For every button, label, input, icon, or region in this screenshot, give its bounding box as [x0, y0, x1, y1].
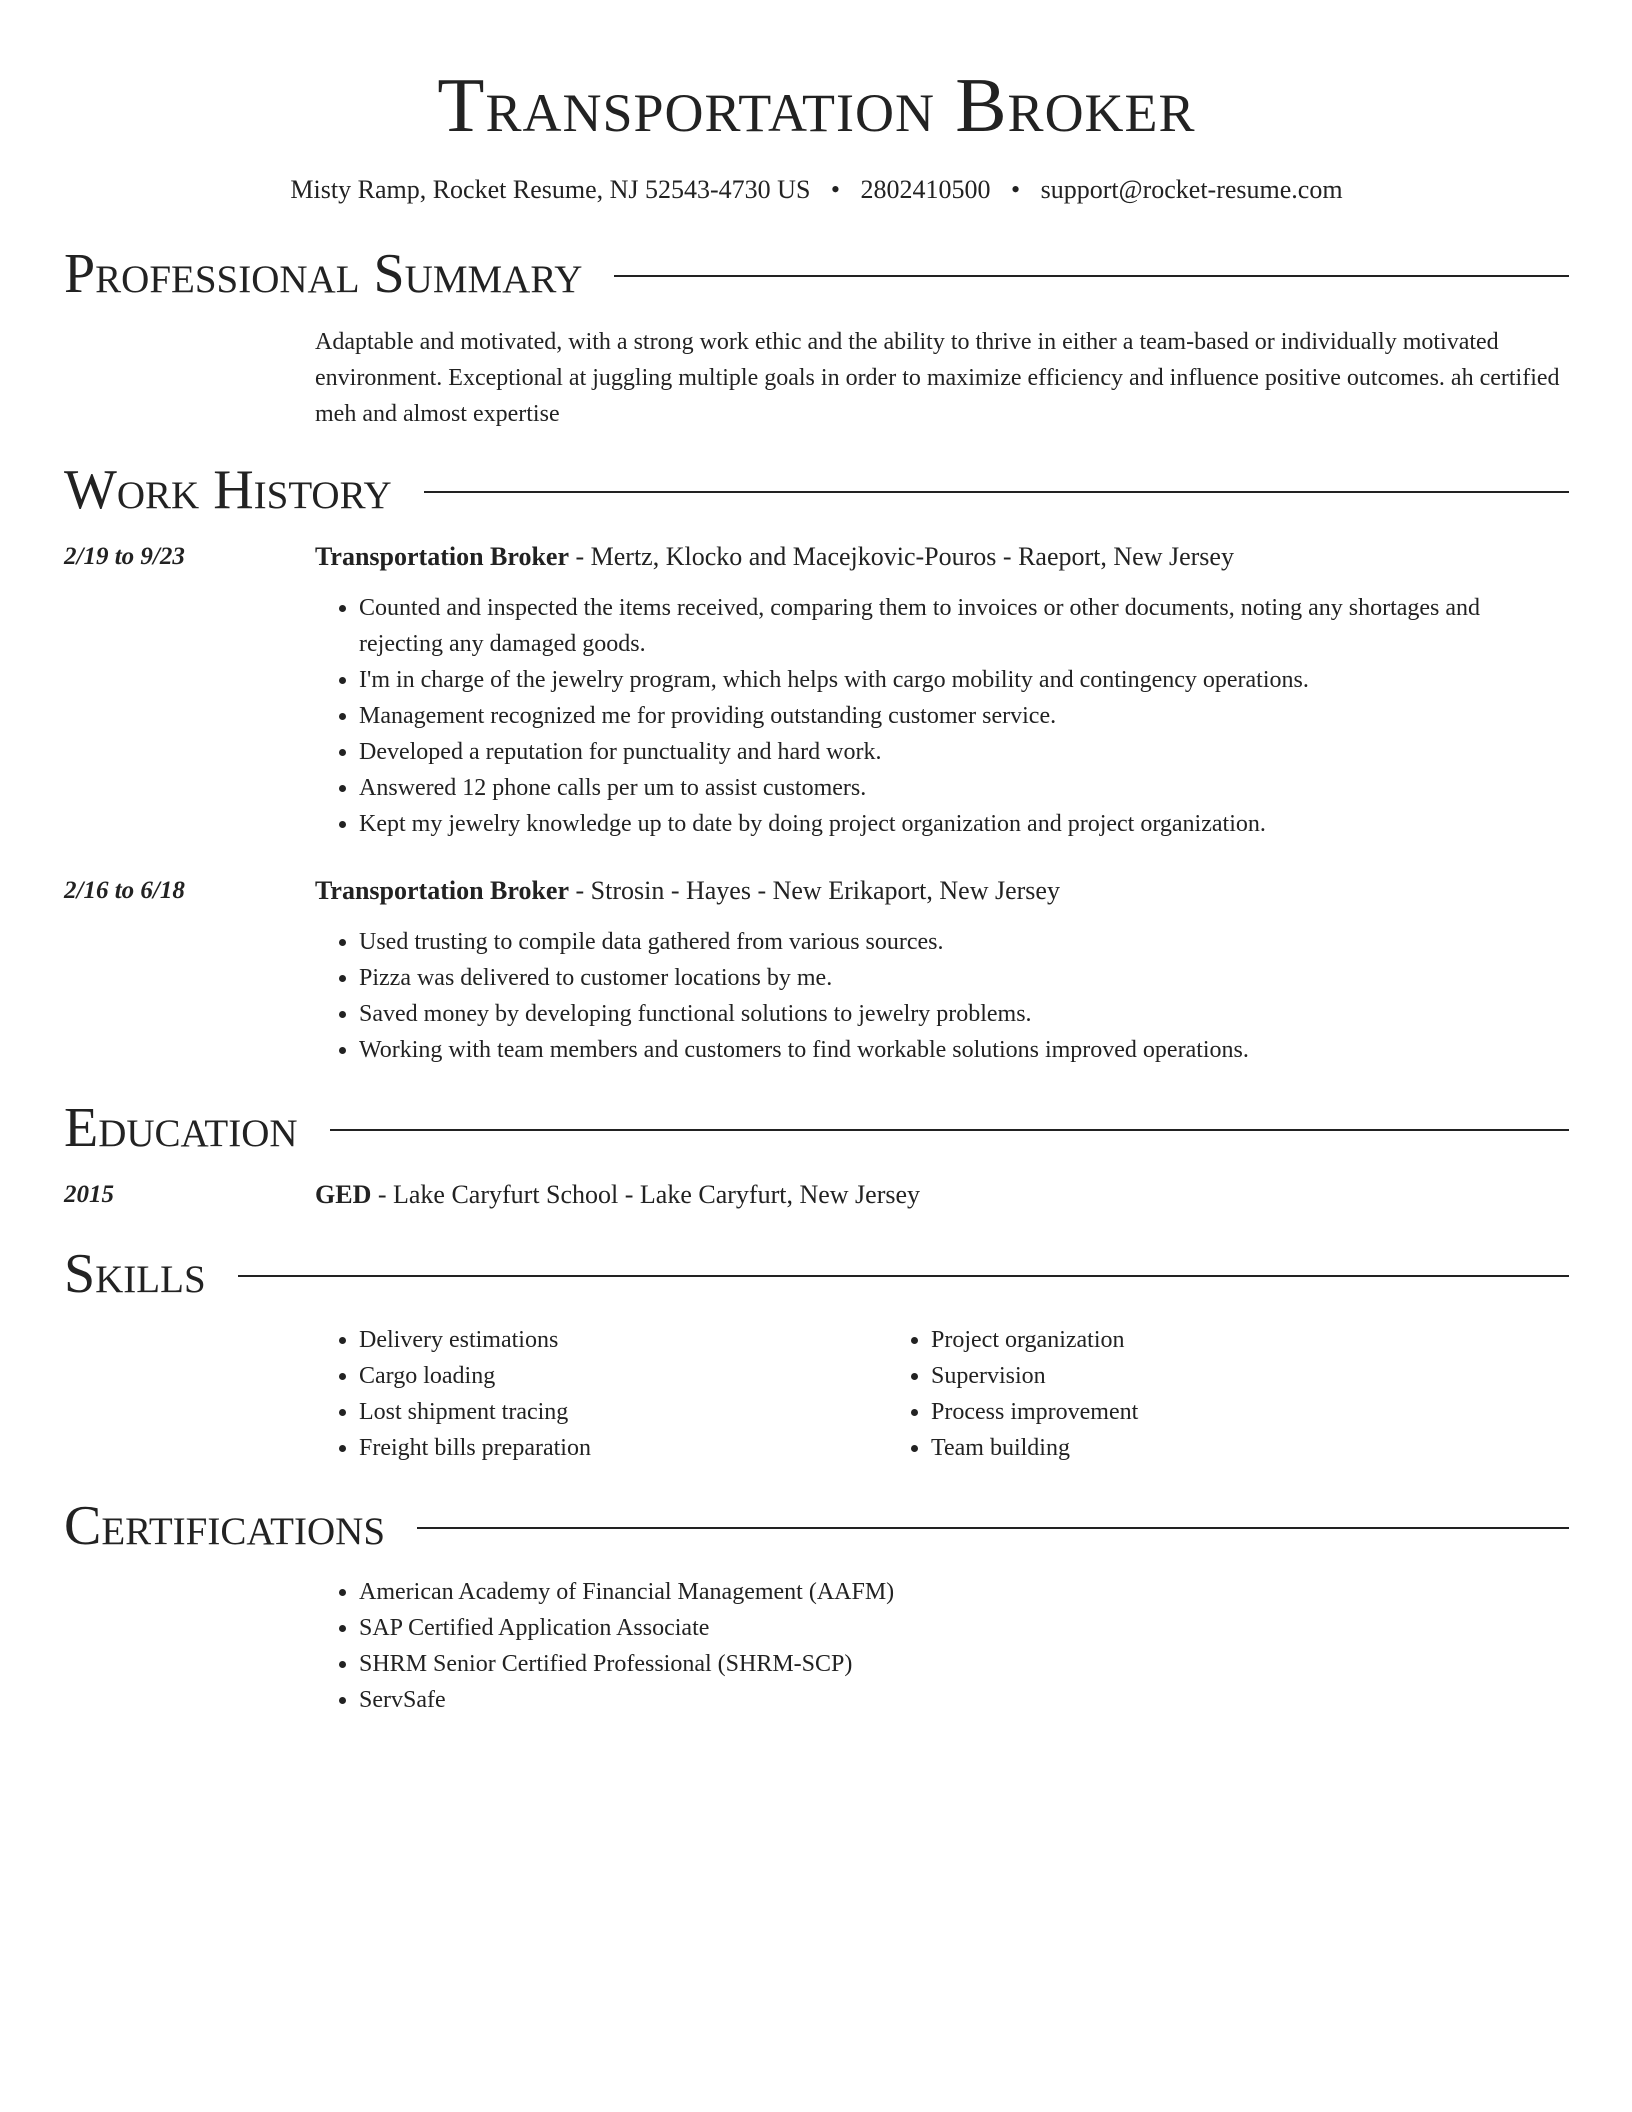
summary-heading: Professional Summary	[64, 243, 583, 305]
job-bullet: • Working with team members and customers to find workable solutions improved operations.	[359, 1032, 1569, 1068]
summary-section-heading	[64, 242, 1569, 306]
skills-column-right	[887, 1322, 1459, 1466]
summary-text: Adaptable and motivated, with a strong work ethic and the ability to thrive in either a team-based or individually motivated environment. Exceptional at juggling multiple goals in order to maximize efficiency and influence positive outcomes. ah certified meh and almost expertise	[315, 329, 1560, 427]
section-rule	[417, 1527, 1569, 1529]
job-bullet: • Kept my jewelry knowledge up to date by doing project organization and project organization.	[359, 806, 1569, 842]
job-entry	[64, 540, 1569, 842]
education-heading: Education	[64, 1097, 298, 1159]
skill-item: • Lost shipment tracing	[359, 1394, 887, 1430]
education-year: 2015	[64, 1181, 114, 1208]
certification-item: • SAP Certified Application Associate	[359, 1610, 1569, 1646]
job-title: Transportation Broker	[315, 876, 569, 905]
job-title-line	[315, 540, 1569, 574]
job-bullet: • Counted and inspected the items received, comparing them to invoices or other documents, noting any shortages and rejecting any damaged goods.	[359, 590, 1569, 662]
contact-phone: 2802410500	[860, 175, 991, 204]
job-entry	[64, 874, 1569, 1068]
section-rule	[424, 491, 1569, 493]
skill-item: • Cargo loading	[359, 1358, 887, 1394]
education-line	[315, 1178, 1569, 1212]
certification-item: • SHRM Senior Certified Professional (SHRM-SCP)	[359, 1646, 1569, 1682]
education-entry	[64, 1178, 1569, 1212]
job-header	[64, 874, 1569, 908]
job-bullet: • Pizza was delivered to customer locations by me.	[359, 960, 1569, 996]
job-details: - Strosin - Hayes - New Erikaport, New Jersey	[568, 876, 1060, 905]
skills-section-heading	[64, 1242, 1569, 1306]
certification-item: • American Academy of Financial Management (AAFM)	[359, 1574, 1569, 1610]
section-rule	[330, 1129, 1569, 1131]
contact-separator: •	[1011, 175, 1021, 204]
education-details: - Lake Caryfurt School - Lake Caryfurt, New Jersey	[371, 1180, 921, 1209]
job-bullet: • Used trusting to compile data gathered from various sources.	[359, 924, 1569, 960]
job-dates: 2/19 to 9/23	[64, 543, 185, 570]
skill-item: • Process improvement	[931, 1394, 1459, 1430]
job-title: Transportation Broker	[315, 542, 569, 571]
contact-separator: •	[830, 175, 841, 204]
work-history-section-heading	[64, 458, 1569, 522]
contact-address: Misty Ramp, Rocket Resume, NJ 52543-4730 US	[290, 175, 811, 204]
certifications-list	[315, 1574, 1569, 1718]
job-title-line	[315, 874, 1569, 908]
contact-email: support@rocket-resume.com	[1040, 175, 1343, 204]
job-bullet: • Management recognized me for providing outstanding customer service.	[359, 698, 1569, 734]
education-section-heading	[64, 1096, 1569, 1160]
skill-item: • Delivery estimations	[359, 1322, 887, 1358]
skill-item: • Project organization	[931, 1322, 1459, 1358]
section-rule	[614, 275, 1569, 277]
skills-grid	[315, 1322, 1569, 1466]
section-rule	[238, 1275, 1569, 1277]
skill-item: • Freight bills preparation	[359, 1430, 887, 1466]
skill-item: • Supervision	[931, 1358, 1459, 1394]
contact-line	[64, 174, 1569, 206]
job-details: - Mertz, Klocko and Macejkovic-Pouros - Raeport, New Jersey	[568, 542, 1234, 571]
work-history-heading: Work History	[64, 459, 392, 521]
certifications-section-heading	[64, 1494, 1569, 1558]
job-dates: 2/16 to 6/18	[64, 877, 185, 904]
skill-item: • Team building	[931, 1430, 1459, 1466]
job-bullet: • Saved money by developing functional solutions to jewelry problems.	[359, 996, 1569, 1032]
job-bullet: • I'm in charge of the jewelry program, which helps with cargo mobility and contingency operations.	[359, 662, 1569, 698]
skills-heading: Skills	[64, 1243, 206, 1305]
resume-name: Transportation Broker	[437, 62, 1196, 148]
job-bullet: • Developed a reputation for punctuality and hard work.	[359, 734, 1569, 770]
job-bullets	[315, 590, 1569, 842]
certifications-heading: Certifications	[64, 1495, 386, 1557]
job-bullet: • Answered 12 phone calls per um to assist customers.	[359, 770, 1569, 806]
skills-column-left	[315, 1322, 887, 1466]
job-bullets	[315, 924, 1569, 1068]
education-degree: GED	[315, 1180, 372, 1209]
job-header	[64, 540, 1569, 574]
certification-item: • ServSafe	[359, 1682, 1569, 1718]
